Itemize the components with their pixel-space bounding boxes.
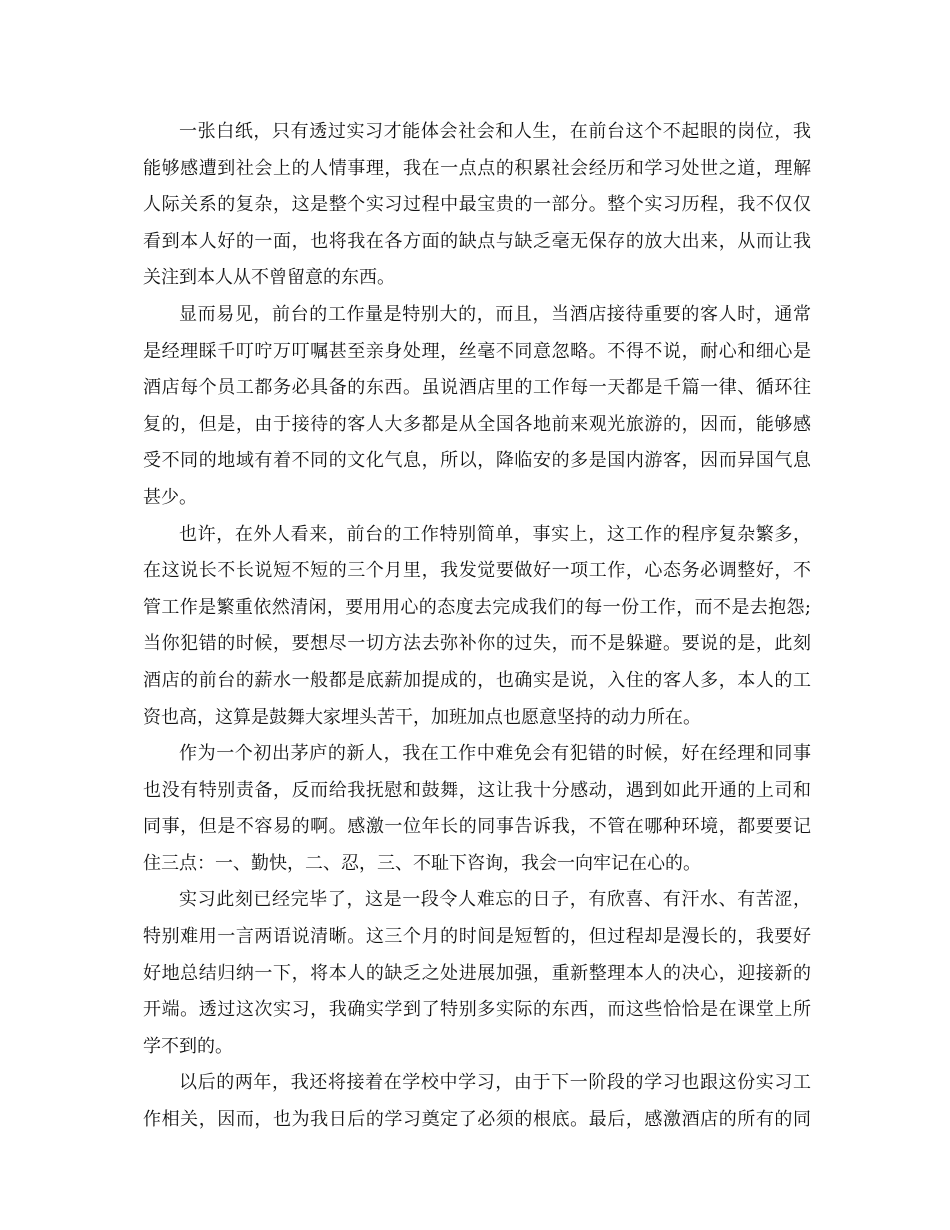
text-line: 是经理睬千叮咛万叮嘱甚至亲身处理，丝毫不同意忽略。不得不说，耐心和细心是 <box>143 340 811 362</box>
text-line: 甚少。 <box>143 486 197 508</box>
text-line: 复的，但是，由于接待的客人大多都是从全国各地前来观光旅游的，因而，能够感 <box>143 413 811 435</box>
text-line: 关注到本人从不曾留意的东西。 <box>143 267 395 289</box>
paragraph <box>143 297 811 517</box>
text-line: 资也高，这算是鼓舞大家埋头苦干，加班加点也愿意坚持的动力所在。 <box>143 706 701 728</box>
text-line: 好地总结归纳一下，将本人的缺乏之处进展加强，重新整理本人的决心，迎接新的 <box>143 962 811 984</box>
text-line: 酒店每个员工都务必具备的东西。虽说酒店里的工作每一天都是千篇一律、循环往 <box>143 377 811 399</box>
text-line: 一张白纸，只有透过实习才能体会社会和人生，在前台这个不起眼的岗位，我 <box>179 121 811 142</box>
paragraph <box>143 114 811 297</box>
paragraph <box>143 736 811 882</box>
text-line: 开端。透过这次实习，我确实学到了特别多实际的东西，而这些恰恰是在课堂上所 <box>143 999 811 1021</box>
text-line: 受不同的地域有着不同的文化气息，所以，降临安的多是国内游客，因而异国气息 <box>143 450 811 472</box>
text-line: 以后的两年，我还将接着在学校中学习，由于下一阶段的学习也跟这份实习工 <box>179 1072 811 1094</box>
text-line: 也许，在外人看来，前台的工作特别简单，事实上，这工作的程序复杂繁多， <box>179 523 811 545</box>
paragraph <box>143 882 811 1065</box>
text-line: 在这说长不长说短不短的三个月里，我发觉要做好一项工作，心态务必调整好，不 <box>143 560 811 582</box>
text-line: 同事，但是不容易的啊。感激一位年长的同事告诉我，不管在哪种环境，都要要记 <box>143 816 811 838</box>
text-line: 实习此刻已经完毕了，这是一段令人难忘的日子，有欣喜、有汗水、有苦涩， <box>179 889 811 911</box>
text-line: 看到本人好的一面，也将我在各方面的缺点与缺乏毫无保存的放大出来，从而让我 <box>143 230 811 252</box>
text-line: 作为一个初出茅庐的新人，我在工作中难免会有犯错的时候，好在经理和同事 <box>179 743 811 765</box>
text-line: 也没有特别责备，反而给我抚慰和鼓舞，这让我十分感动，遇到如此开通的上司和 <box>143 779 811 801</box>
text-line: 酒店的前台的薪水一般都是底薪加提成的，也确实是说，入住的客人多，本人的工 <box>143 669 811 691</box>
text-line: 住三点：一、勤快，二、忍，三、不耻下咨询，我会一向牢记在心的。 <box>143 852 701 874</box>
text-line: 管工作是繁重依然清闲，要用用心的态度去完成我们的每一份工作，而不是去抱怨; <box>143 596 811 618</box>
text-line: 当你犯错的时候，要想尽一切方法去弥补你的过失，而不是躲避。要说的是，此刻 <box>143 633 811 655</box>
text-line: 能够感遭到社会上的人情事理，我在一点点的积累社会经历和学习处世之道，理解 <box>143 157 811 179</box>
text-line: 显而易见，前台的工作量是特别大的，而且，当酒店接待重要的客人时，通常 <box>179 303 811 325</box>
text-line: 人际关系的复杂，这是整个实习过程中最宝贵的一部分。整个实习历程，我不仅仅 <box>143 194 811 216</box>
paragraph <box>143 517 811 737</box>
text-line: 作相关，因而，也为我日后的学习奠定了必须的根底。最后，感激酒店的所有的同 <box>143 1109 811 1131</box>
document-body <box>143 114 811 1139</box>
text-line: 学不到的。 <box>143 1035 233 1057</box>
paragraph <box>143 1065 811 1138</box>
text-line: 特别难用一言两语说清晰。这三个月的时间是短暂的，但过程却是漫长的，我要好 <box>143 926 811 948</box>
